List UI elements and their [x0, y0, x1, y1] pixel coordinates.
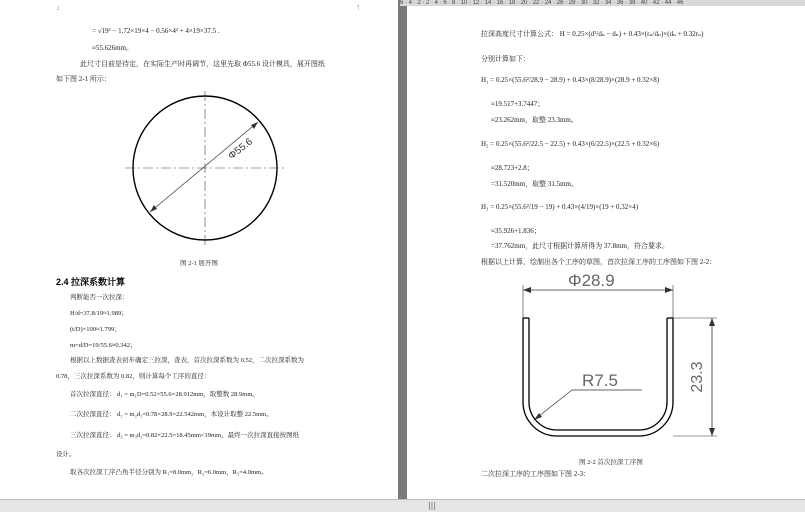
paragraph-line: 如下图 2-1 所示：: [56, 75, 111, 83]
margin-mark: ˥: [356, 4, 360, 12]
formula-line: H₁ = 0.25×(55.6²/28.9 − 28.9) + 0.43×(8/28.9)×(28.9 + 0.32×8): [481, 76, 660, 84]
text-line: 二次拉深直径： d₂ = m₂d₁=0.78×28.9=22.542mm，本设计取整 22.5mm。: [70, 411, 273, 418]
section-heading: 2.4 拉深系数计算: [56, 277, 126, 287]
formula-line: 拉深高度尺寸计算公式： H = 0.25×(d²/dₙ − dₙ) + 0.43×(rₙ/dₙ)×(dₙ + 0.32rₙ): [481, 30, 704, 38]
text-line: 分别计算如下：: [481, 55, 530, 63]
formula-line: = √19² − 1.72×19×4 − 0.56×4² + 4×19×37.5 .: [92, 27, 220, 35]
text-line: 0.78，三次拉深系数为 0.82，则计算每个工序的直径：: [56, 373, 211, 380]
figure-caption: 图 2-2 首次拉深工序图: [579, 459, 643, 466]
result-line: =31.520mm，取整 31.5mm。: [491, 180, 578, 188]
height-label: 23.3: [689, 361, 706, 393]
text-line: 三次拉深直径： d₃ = m₃d₂=0.82×22.5=18.45mm<19mm，最终一次拉深直接按图纸: [70, 432, 300, 439]
page-gap: [398, 0, 407, 500]
result-line: ≈35.926+1.836；: [491, 227, 541, 235]
text-line: 首次拉深直径： d₁ = m₁D=0.52×55.6=28.912mm，取整数 28.9mm。: [70, 391, 259, 398]
paragraph-line: 此尺寸目前是待定，在实际生产时再调节，这里先取 Φ55.6 设计模具，展开图纸: [80, 60, 325, 68]
document-page-left: [0, 0, 398, 500]
result-line: ≈28.723+2.8；: [491, 164, 534, 172]
formula-line: H₃ = 0.25×(55.6²/19 − 19) + 0.43×(4/19)×(19 + 0.32×4): [481, 203, 639, 211]
result-line: =37.762mm，此尺寸根据计算所得为 37.8mm，符合要求。: [491, 242, 669, 250]
text-line: 判断能否一次拉深：: [70, 294, 129, 301]
text-line: 根据以上计算，绘制出各个工序的草图，首次拉深工序的工序图如下图 2-2：: [481, 258, 717, 266]
document-page-right: [407, 0, 805, 500]
margin-mark: ˩: [56, 4, 60, 12]
result-line: ≈55.626mm。: [92, 44, 133, 52]
text-line: 设计。: [56, 451, 76, 458]
formula-line: H₂ = 0.25×(55.6²/22.5 − 22.5) + 0.43×(6/22.5)×(22.5 + 0.32×6): [481, 140, 660, 148]
horizontal-ruler: 6 · 4 · 2 · 2 · 4 · 6 · 8 · 10 · 12 · 14 · 16 · 18 · 20 · 22 · 24 · 26 · 28 · 30 · 32 · 34 · 36 · 38 · 40 · 42 · 44 · 46: [400, 0, 805, 6]
text-line: 二次拉深工序的工序图如下图 2-3：: [481, 470, 591, 478]
radius-label: R7.5: [582, 371, 618, 390]
figure-caption: 图 2-1 展开图: [180, 260, 218, 267]
diameter-label: Φ28.9: [568, 271, 615, 290]
text-line: 根据以上数据查表初步确定三拉深，查表，首次拉深系数为 0.52，二次拉深系数为: [70, 357, 304, 364]
result-line: ≈19.517+3.7447；: [491, 100, 545, 108]
diameter-label: Φ55.6: [226, 136, 255, 162]
first-draw-process-drawing: [512, 270, 732, 450]
text-line: (t/D)×100≈1.799；: [70, 326, 121, 333]
text-line: H/d=37.8/19≈1.989；: [70, 310, 128, 317]
horizontal-scrollbar[interactable]: [0, 499, 805, 512]
result-line: ≈23.262mm，取整 23.3mm。: [491, 116, 578, 124]
text-line: 取各次拉深工序凸角半径分别为 R₁=8.0mm，R₂=6.0mm，R₃=4.0mm。: [70, 469, 268, 476]
unfold-drawing: [120, 88, 290, 258]
scrollbar-grip-icon[interactable]: |||: [427, 501, 437, 510]
text-line: m=d/D=19/55.6≈0.342；: [70, 342, 137, 349]
